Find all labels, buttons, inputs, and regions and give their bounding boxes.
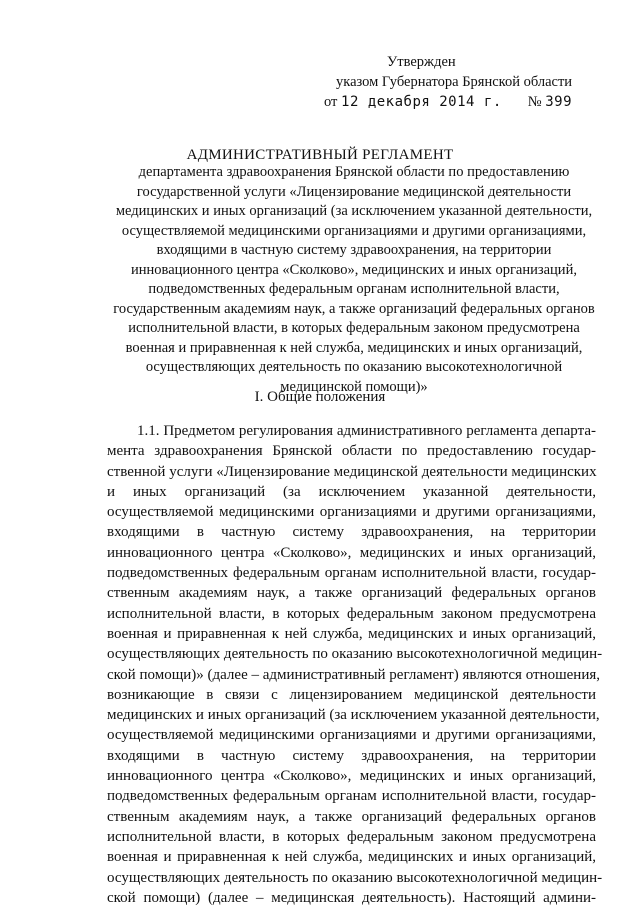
body-line: исполнительной власти, в которых федеральным законом предусмотрена: [107, 605, 596, 622]
subtitle-line: государственной услуги «Лицензирование медицинской деятельности: [136, 183, 572, 200]
date-prefix: от: [324, 94, 338, 110]
approval-stamp: [324, 52, 572, 112]
approval-label: Утвержден: [387, 54, 456, 70]
decree-number: 399: [545, 94, 573, 110]
number-sign: №: [527, 94, 542, 110]
body-line: подведомственных федеральным органам исполнительной власти, государ-: [107, 565, 596, 582]
subtitle-line: департамента здравоохранения Брянской области по предоставлению: [138, 164, 570, 180]
subtitle-line: осуществляющих деятельность по оказанию высокотехнологичной: [145, 359, 563, 375]
section-heading: I. Общие положения: [254, 389, 386, 405]
body-line: ской помощи) (далее – медицинская деятельность). Настоящий админи-: [107, 889, 596, 906]
document-subtitle: [92, 163, 616, 397]
body-line: возникающие в связи с лицензированием медицинской деятельности: [107, 686, 596, 703]
body-line: ской помощи)» (далее – административный регламент) являются отношения,: [107, 666, 601, 683]
body-line: входящими в частную систему здравоохранения, на территории: [107, 747, 596, 764]
subtitle-line: медицинских и иных организаций (за исключением указанной деятельности,: [115, 203, 593, 219]
body-line: военная и приравненная к ней служба, медицинских и иных организаций,: [107, 849, 596, 866]
subtitle-line: исполнительной власти, в которых федеральным законом предусмотрена: [128, 320, 580, 336]
subtitle-line: осуществляемой медицинскими организациями и другими организациями,: [121, 222, 587, 239]
decree-date: 12 декабря 2014 г.: [341, 94, 502, 110]
body-line: осуществляемой медицинскими организациями и другими организациями,: [107, 727, 596, 744]
body-line: военная и приравненная к ней служба, медицинских и иных организаций,: [107, 625, 596, 642]
subtitle-line: входящими в частную систему здравоохранения, на территории: [156, 242, 552, 258]
subtitle-line: государственным академиям наук, а также организаций федеральных органов: [113, 300, 595, 317]
approval-date-line: [324, 92, 572, 112]
body-line: входящими в частную систему здравоохранения, на территории: [107, 524, 596, 541]
subtitle-line: военная и приравненная к ней служба, медицинских и иных организаций,: [125, 339, 583, 356]
subtitle-line: подведомственных федеральным органам исполнительной власти,: [148, 281, 560, 297]
subtitle-line: инновационного центра «Сколково», медицинских и иных организаций,: [131, 261, 577, 278]
body-line: подведомственных федеральным органам исполнительной власти, государ-: [107, 788, 596, 805]
subtitle-line: медицинской помощи)»: [280, 378, 428, 395]
approval-decree-line: указом Губернатора Брянской области: [336, 74, 573, 90]
body-line: и иных организаций (за исключением указанной деятельности,: [107, 483, 596, 500]
body-line: осуществляющих деятельность по оказанию высокотехнологичной медицин-: [107, 869, 603, 886]
body-paragraph: [107, 421, 603, 908]
body-line: исполнительной власти, в которых федеральным законом предусмотрена: [107, 828, 596, 845]
body-line: мента здравоохранения Брянской области по предоставлению государ-: [107, 443, 596, 460]
body-line: осуществляемой медицинскими организациями и другими организациями,: [107, 504, 596, 521]
body-line: осуществляющих деятельность по оказанию высокотехнологичной медицин-: [107, 646, 603, 663]
body-line: медицинских и иных организаций (за исключением указанной деятельности,: [107, 707, 600, 724]
body-line: ственным академиям наук, а также организаций федеральных органов: [107, 808, 596, 825]
body-line: ственной услуги «Лицензирование медицинской деятельности медицинских: [107, 463, 597, 480]
body-line: инновационного центра «Сколково», медицинских и иных организаций,: [107, 768, 596, 785]
body-line: 1.1. Предметом регулирования административного регламента департа-: [137, 423, 596, 439]
document-title: АДМИНИСТРАТИВНЫЙ РЕГЛАМЕНТ: [186, 147, 454, 163]
body-line: инновационного центра «Сколково», медицинских и иных организаций,: [107, 544, 596, 561]
body-line: ственным академиям наук, а также организаций федеральных органов: [107, 585, 596, 602]
